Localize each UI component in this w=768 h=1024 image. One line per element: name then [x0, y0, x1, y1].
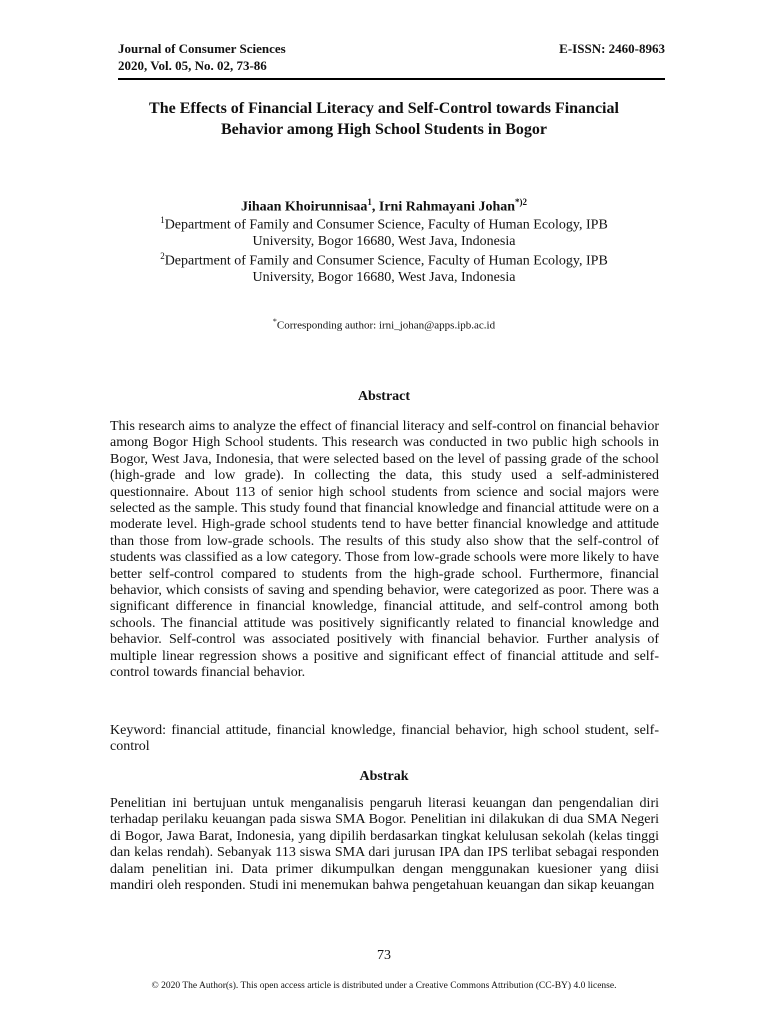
author-1-affiliation-mark: 1	[367, 197, 372, 207]
abstract-heading: Abstract	[357, 389, 411, 404]
journal-issue: 2020, Vol. 05, No. 02, 73-86	[118, 58, 267, 73]
affiliation-2-line-1: Department of Family and Consumer Science, Faculty of Human Ecology, IPB	[164, 253, 608, 269]
issn: E-ISSN: 2460-8963	[559, 41, 665, 56]
keywords: Keyword: financial attitude, financial knowledge, financial behavior, high school student, self-control	[110, 723, 659, 755]
page-number: 73	[377, 948, 391, 963]
abstrak-heading: Abstrak	[359, 769, 409, 784]
author-separator: ,	[371, 199, 379, 215]
author-2-affiliation-mark: *)2	[515, 197, 528, 207]
affiliation-1-line-2: University, Bogor 16680, West Java, Indonesia	[252, 233, 516, 249]
header-rule	[118, 78, 665, 80]
corresponding-mark: *	[272, 317, 277, 326]
author-1: Jihaan Khoirunnisaa	[240, 199, 368, 215]
journal-info	[118, 40, 286, 74]
affiliation-1-line-1: Department of Family and Consumer Science, Faculty of Human Ecology, IPB	[164, 217, 608, 233]
abstract-body: This research aims to analyze the effect of financial literacy and self-control on financial behavior among Bogor High School students. This research was conducted in two public high schools in Bogor, West Java, Indonesia, that were selected based on the level of passing grade of the school (high-grade and low grade). In collecting the data, this study used a self-administered questionnaire. About 113 of senior high school students from science and social majors were selected as the sample. This study found that financial knowledge and financial attitude were on a moderate level. High-grade school students tend to have better financial knowledge and attitude than those from low-grade schools. The results of this study also show that the self-control of students was classified as a low category. Those from low-grade schools were more likely to have better self-control compared to students from the high-grade school. Furthermore, financial behavior, which consists of saving and spending behavior, were categorized as poor. There was a significant difference in financial knowledge, financial attitude, and self-control among both schools. The financial attitude was positively significantly related to financial knowledge and behavior. Self-control was associated positively with financial behavior. Further analysis of multiple linear regression shows a positive and significant effect of financial attitude and self-control towards financial behavior.	[110, 419, 659, 681]
corresponding-text: Corresponding author: irni_johan@apps.ipb.ac.id	[276, 319, 496, 332]
journal-name: Journal of Consumer Sciences	[118, 41, 286, 56]
title-line-2: Behavior among High School Students in Bogor	[221, 121, 547, 138]
affiliation-2-line-2: University, Bogor 16680, West Java, Indonesia	[252, 269, 516, 285]
abstrak-body: Penelitian ini bertujuan untuk menganalisis pengaruh literasi keuangan dan pengendalian diri terhadap perilaku keuangan pada siswa SMA Bogor. Penelitian ini dilakukan di dua SMA Negeri di Bogor, Jawa Barat, Indonesia, yang dipilih berdasarkan tingkat kelulusan sekolah (kelas tinggi dan kelas rendah). Sebanyak 113 siswa SMA dari jurusan IPA dan IPS terlibat sebagai responden dalam penelitian ini. Data primer dikumpulkan dengan menggunakan kuesioner yang diisi mandiri oleh responden. Studi ini menemukan bahwa pengetahuan keuangan dan sikap keuangan	[110, 796, 659, 894]
affiliation-1	[120, 212, 648, 250]
license-notice: © 2020 The Author(s). This open access article is distributed under a Creative Commons Attribution (CC-BY) 4.0 license.	[151, 981, 617, 991]
paper-title	[100, 98, 668, 140]
affiliation-2	[120, 248, 648, 286]
affiliation-1-mark: 1	[160, 215, 165, 225]
title-line-1: The Effects of Financial Literacy and Self-Control towards Financial	[149, 100, 619, 117]
affiliation-2-mark: 2	[160, 251, 165, 261]
author-2: Irni Rahmayani Johan	[378, 199, 516, 215]
running-header	[118, 40, 665, 74]
corresponding-author	[100, 315, 668, 333]
